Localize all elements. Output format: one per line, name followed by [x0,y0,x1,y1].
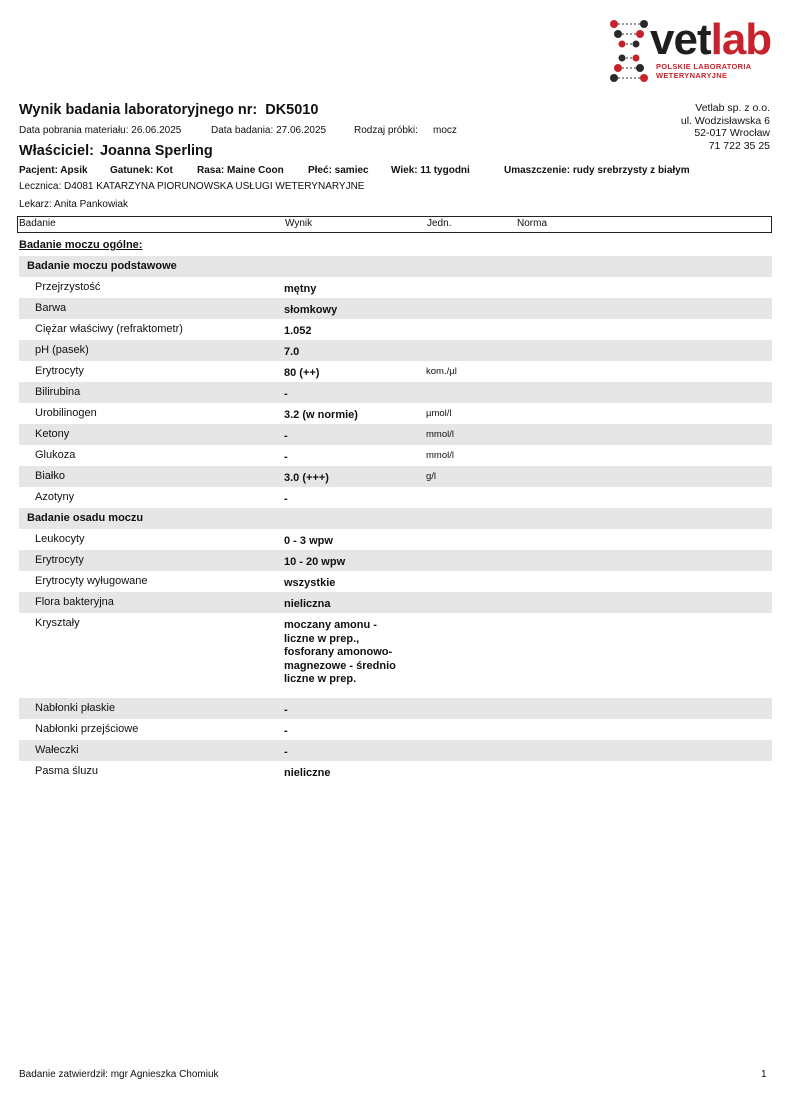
table-row [19,424,772,445]
report-title [19,102,318,118]
test-result: - [284,493,288,505]
company-phone: 71 722 35 25 [708,139,770,152]
company-city: 52-017 Wrocław [694,127,770,140]
test-result: 1.052 [284,325,312,337]
test-name: Przejrzystość [35,281,101,293]
table-row [19,487,772,508]
sample-type-label: Rodzaj próbki: [354,125,418,136]
test-name: Flora bakteryjna [35,596,114,608]
test-result: - [284,746,288,758]
logo-subtitle-2: WETERYNARYJNE [656,71,728,80]
patient-coat: Umaszczenie: rudy srebrzysty z białym [504,165,690,176]
collection-date-value: 26.06.2025 [131,125,182,136]
report-title-label: Wynik badania laboratoryjnego nr: [19,102,258,118]
table-row [19,445,772,466]
test-name: Glukoza [35,449,76,461]
sample-type-value: mocz [433,125,457,136]
column-norm: Norma [517,218,548,229]
approval-note: Badanie zatwierdził: mgr Agnieszka Chomiuk [19,1069,219,1080]
owner-label: Właściciel: [19,143,94,159]
exam-date [211,125,326,136]
logo-vet-text: vet [650,15,711,64]
patient-species: Gatunek: Kot [110,165,173,176]
test-result: - [284,725,288,737]
test-name: Wałeczki [35,744,79,756]
test-unit: mmol/l [426,450,454,461]
logo-lab-text: lab [710,15,772,64]
test-result-line: moczany amonu - [284,619,377,631]
table-row [19,740,772,761]
table-row [19,361,772,382]
collection-date-label: Data pobrania materiału: [19,125,129,136]
test-name: Nabłonki płaskie [35,702,116,714]
clinic: Lecznica: D4081 KATARZYNA PIORUNOWSKA USŁUGI WETERYNARYJNE [19,181,365,192]
table-row [19,466,772,487]
table-row [19,382,772,403]
patient-age: Wiek: 11 tygodni [391,165,470,176]
test-name: Barwa [35,302,67,314]
column-test: Badanie [19,218,56,229]
exam-date-value: 27.06.2025 [276,125,327,136]
table-row [19,698,772,719]
table-row [19,571,772,592]
exam-date-label: Data badania: [211,125,274,136]
test-result: słomkowy [284,304,338,316]
subsection-row [19,508,772,529]
logo-subtitle-1: POLSKIE LABORATORIA [656,62,752,71]
table-row [19,298,772,319]
test-result: - [284,451,288,463]
test-name: pH (pasek) [35,344,89,356]
test-result: 7.0 [284,346,300,358]
test-unit: µmol/l [426,408,452,419]
test-name: Erytrocyty [35,365,84,377]
column-header [17,216,772,233]
table-row [19,592,772,613]
patient-breed: Rasa: Maine Coon [197,165,284,176]
table-row [19,340,772,361]
test-result-line: liczne w prep., [284,632,360,645]
company-address [681,102,770,152]
logo-wordmark [650,14,771,66]
vetlab-logo [606,15,776,84]
table-row [19,319,772,340]
company-name: Vetlab sp. z o.o. [695,102,770,114]
test-result: 0 - 3 wpw [284,535,333,547]
test-name: Leukocyty [35,533,85,545]
column-result: Wynik [285,218,313,229]
table-row [19,761,772,782]
subsection-label: Badanie osadu moczu [27,512,144,524]
test-name: Pasma śluzu [35,765,98,777]
table-row [19,613,772,698]
test-result [284,619,396,687]
test-unit: mmol/l [426,429,454,440]
test-result: 3.2 (w normie) [284,409,358,421]
patient-name: Pacjent: Apsik [19,165,88,176]
table-row [19,403,772,424]
patient-sex: Płeć: samiec [308,165,369,176]
test-result: 3.0 (+++) [284,472,329,484]
collection-date [19,125,181,136]
table-row [19,529,772,550]
results-table [19,256,772,782]
test-name: Nabłonki przejściowe [35,723,139,735]
table-row [19,277,772,298]
report-number: DK5010 [265,102,319,118]
test-result: nieliczne [284,767,331,779]
table-row [19,550,772,571]
test-name: Erytrocyty wyługowane [35,575,148,587]
test-name: Azotyny [35,491,75,503]
owner [19,143,213,159]
test-result-line: liczne w prep. [284,673,357,685]
test-result-line: magnezowe - średnio [284,659,396,672]
test-result: - [284,388,288,400]
test-result: wszystkie [284,577,336,589]
test-result-line: fosforany amonowo- [284,646,393,658]
test-name: Ciężar właściwy (refraktometr) [35,323,183,335]
dna-helix-icon [606,18,652,84]
test-unit: g/l [426,471,437,482]
column-unit: Jedn. [427,218,452,229]
test-result: 10 - 20 wpw [284,556,346,568]
table-row [19,719,772,740]
doctor: Lekarz: Anita Pankowiak [19,199,128,210]
test-name: Urobilinogen [35,407,97,419]
subsection-label: Badanie moczu podstawowe [27,260,177,272]
test-result: 80 (++) [284,367,320,379]
test-result: nieliczna [284,598,331,610]
section-title: Badanie moczu ogólne: [19,239,143,251]
subsection-row [19,256,772,277]
owner-name: Joanna Sperling [99,143,213,159]
page-number: 1 [761,1069,767,1080]
test-name: Ketony [35,428,70,440]
company-street: ul. Wodzisławska 6 [680,114,770,127]
test-name: Białko [35,470,65,482]
test-result: - [284,704,288,716]
test-result: mętny [284,283,317,295]
test-result: - [284,430,288,442]
test-unit: kom./µl [426,366,457,377]
test-name: Kryształy [35,617,80,629]
test-name: Erytrocyty [35,554,84,566]
test-name: Bilirubina [35,386,81,398]
